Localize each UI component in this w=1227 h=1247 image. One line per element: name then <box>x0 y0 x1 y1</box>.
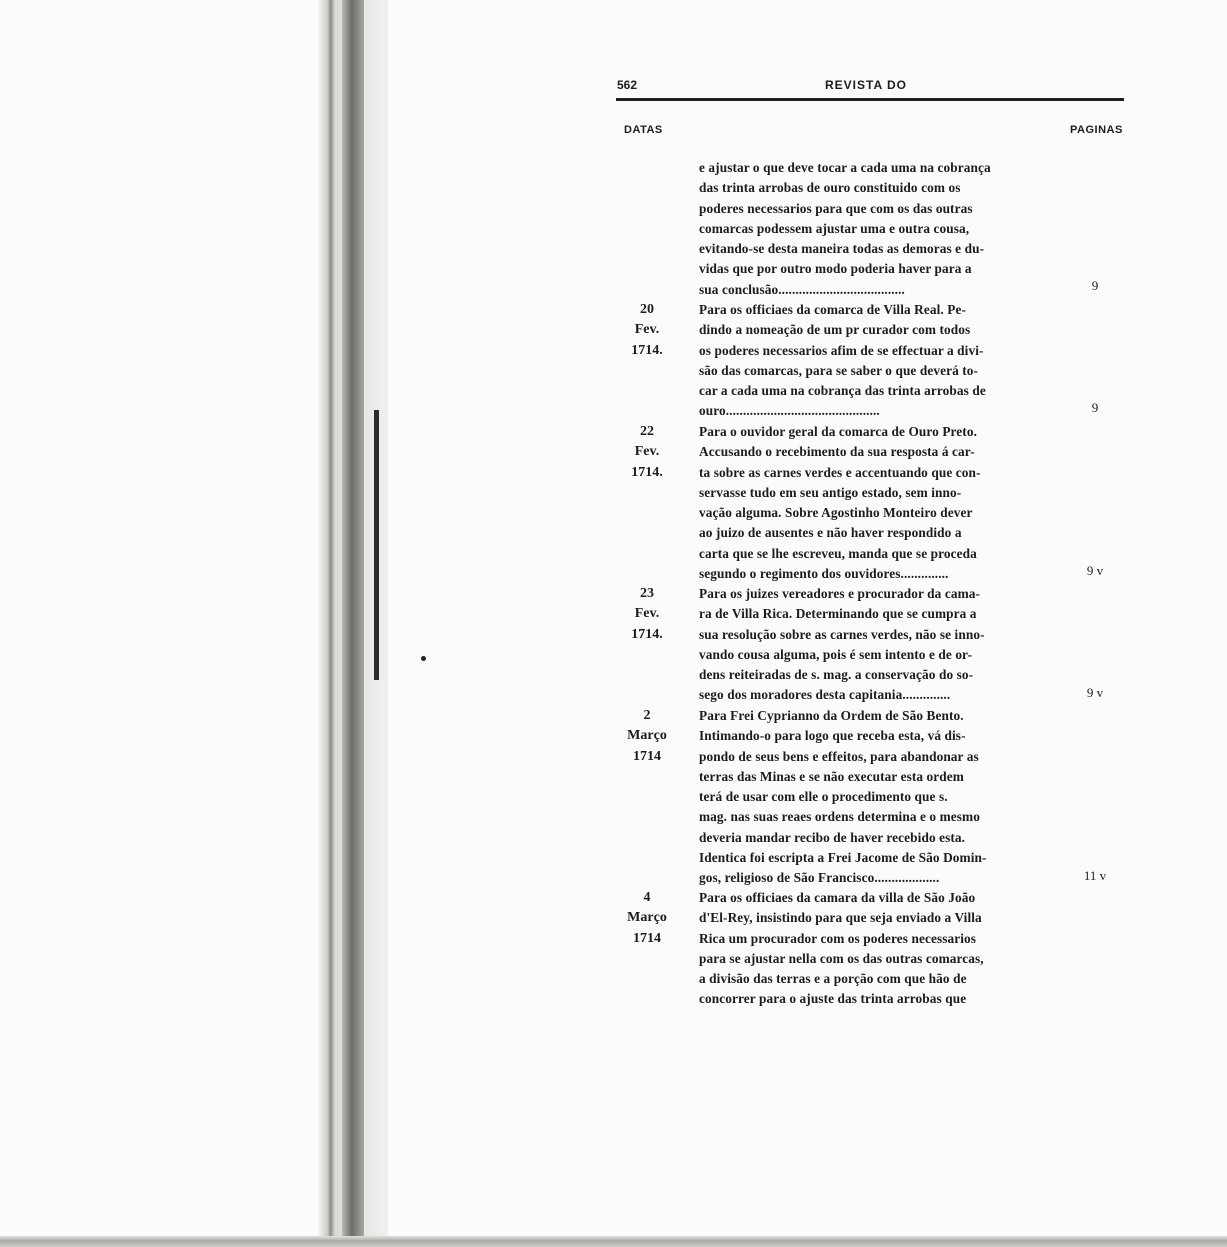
entry-date <box>612 888 682 949</box>
pages-column-heading: PAGINAS <box>1070 124 1123 136</box>
page-edge-shadow <box>0 1236 1227 1247</box>
scanned-page <box>600 70 1123 1090</box>
date-month: Fev. <box>634 444 660 460</box>
entry-page-ref: 9 <box>1091 278 1099 293</box>
entry-text: Para Frei Cyprianno da Ordem de São Bento. Intimando-o para logo que receba esta, vá dis- pondo de seus bens e effeitos, para abandonar as terras das Minas e se não executar esta ordem terá de usar com elle o procedimento que s. mag. nas suas reaes ordens determina e o mesmo deveria mandar recibo de haver recebido esta. Identica foi escripta a Frei Jacome de São Domin- gos, religioso de São Francisco................... <box>699 708 987 886</box>
date-day: 2 <box>643 708 651 723</box>
page-number: 562 <box>617 78 638 92</box>
date-day: 23 <box>640 586 654 601</box>
date-year: 1714 <box>633 930 661 946</box>
speck <box>421 656 426 661</box>
book-gutter <box>342 0 364 1247</box>
date-year: 1714. <box>631 342 663 358</box>
entry-date <box>612 300 682 361</box>
entry-text: Para os juizes vereadores e procurador da cama- ra de Villa Rica. Determinando que se cumpra a sua resolução sobre as carnes verdes, não se inno- vando cousa alguma, pois é sem intento e de or- dens reiteiradas de s. mag. a conservação do so- sego dos moradores desta capitania.............. <box>699 586 985 703</box>
entry-page-ref: 11 v <box>1083 868 1107 883</box>
entry-date <box>612 422 682 483</box>
date-year: 1714 <box>633 748 661 764</box>
date-month: Março <box>627 728 667 744</box>
date-month: Fev. <box>634 606 660 622</box>
dates-column-heading: DATAS <box>624 124 663 136</box>
date-day: 4 <box>643 890 651 905</box>
gutter-mark <box>374 410 379 680</box>
entry-text: Para os officiaes da camara da villa de São João d'El-Rey, insistindo para que seja enviado a Villa Rica um procurador com os poderes necessarios para se ajustar nella com os das outras comarcas, a divisão das terras e a porção com que hão de concorrer para o ajuste das trinta arrobas que <box>699 890 984 1007</box>
journal-title: REVISTA DO <box>825 78 908 92</box>
date-day: 22 <box>640 424 654 439</box>
entry-page-ref: 9 <box>1091 400 1099 415</box>
date-year: 1714. <box>631 464 663 480</box>
entry-text: Para o ouvidor geral da comarca de Ouro Preto. Accusando o recebimento da sua resposta á car- ta sobre as carnes verdes e accentuando que con- servasse tudo em seu antigo estado, sem inno- vação alguma. Sobre Agostinho Monteiro dever ao juizo de ausentes e não haver respondido a carta que se lhe escreveu, manda que se proceda segundo o regimento dos ouvidores.............. <box>699 424 981 582</box>
running-header <box>617 78 1077 98</box>
date-month: Fev. <box>634 322 660 338</box>
date-day: 20 <box>640 302 654 317</box>
entry-text: e ajustar o que deve tocar a cada uma na cobrança das trinta arrobas de ouro constituido com os poderes necessarios para que com os das outras comarcas podessem ajustar uma e outra cousa, evitando-se desta maneira todas as demoras e du- vidas que por outro modo poderia haver para a sua conclusão..................................... <box>699 160 991 297</box>
header-rule <box>616 98 1124 101</box>
entry-date <box>612 584 682 645</box>
entry-date <box>612 706 682 767</box>
date-year: 1714. <box>631 626 663 642</box>
entry-page-ref: 9 v <box>1086 685 1104 700</box>
date-month: Março <box>627 910 667 926</box>
entry-text: Para os officiaes da comarca de Villa Real. Pe- dindo a nomeação de um pr curador com todos os poderes necessarios afim de se effectuar a divi- são das comarcas, para se saber o que deverá to- car a cada uma na cobrança das trinta arrobas de ouro............................................. <box>699 302 986 419</box>
entry-page-ref: 9 v <box>1086 563 1104 578</box>
